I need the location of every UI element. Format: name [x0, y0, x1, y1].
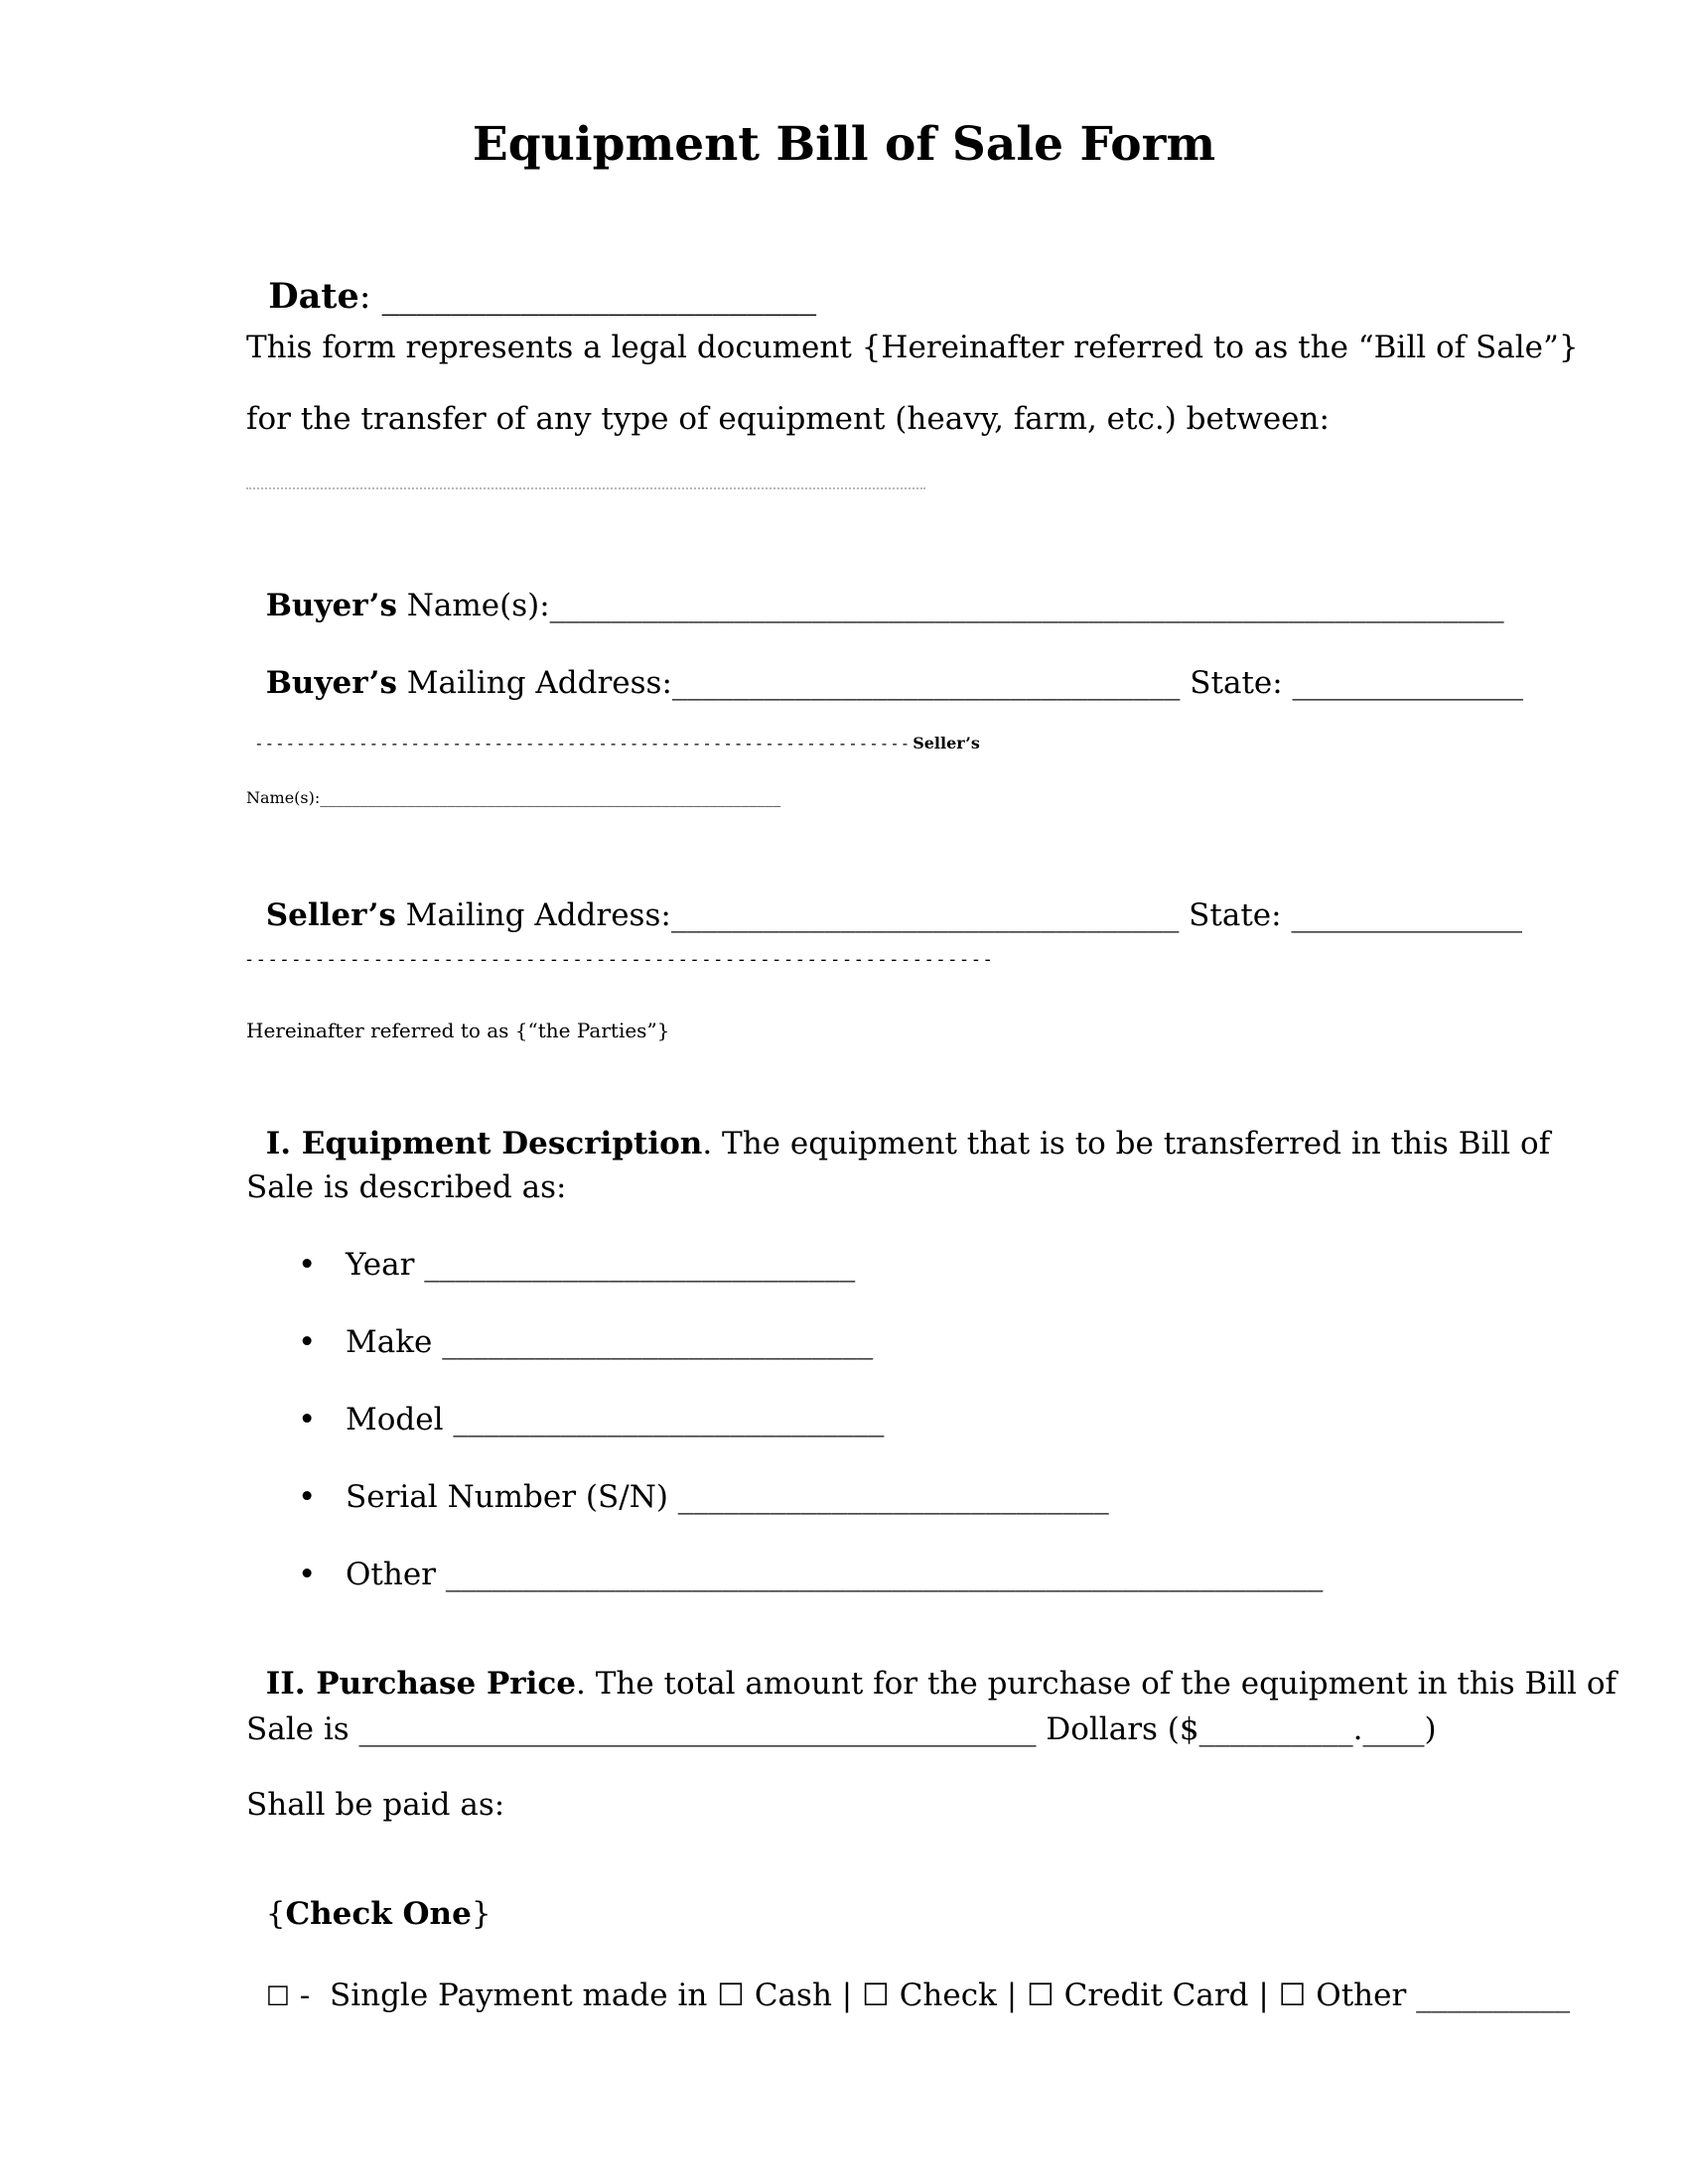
seller-address-label: Seller’s	[265, 897, 396, 933]
section-1-line-2: Sale is described as:	[246, 1169, 567, 1205]
separator-1	[246, 715, 980, 752]
buyer-name-line	[246, 552, 1504, 623]
seller-address-line	[246, 862, 1522, 933]
seller-address-field[interactable]: Mailing Address:_________________________________ State: _______________	[395, 897, 1522, 933]
buyer-address-line	[246, 629, 1523, 701]
date-line	[246, 236, 816, 317]
buyer-name-label: Buyer’s	[265, 588, 397, 623]
seller-label-small: Seller’s	[913, 734, 980, 752]
check-one-label	[246, 1860, 492, 1932]
separator-2: - - - - - - - - - - - - - - - - - - - - - - - - - - - - - - - - - - - - - - - - - - - - - - - - - - - - - - - - - - - - - - - -	[246, 949, 991, 970]
purchase-amount-line[interactable]: Sale is ____________________________________________ Dollars ($__________.____)	[246, 1711, 1437, 1747]
item-year[interactable]: Year ____________________________	[346, 1247, 856, 1283]
date-colon: :	[358, 277, 371, 317]
buyer-name-field[interactable]: Name(s):______________________________________________________________	[396, 588, 1504, 623]
brace-open: {	[265, 1896, 286, 1932]
paid-as-label: Shall be paid as:	[246, 1787, 505, 1823]
dotted-separator	[246, 487, 925, 489]
section-2-heading: II. Purchase Price	[265, 1666, 576, 1702]
bullet-icon: •	[298, 1479, 317, 1515]
section-1-text: . The equipment that is to be transferred in this Bill of	[702, 1126, 1551, 1161]
item-make[interactable]: Make ____________________________	[346, 1324, 874, 1360]
brace-close: }	[471, 1896, 492, 1932]
check-one-bold: Check One	[285, 1896, 472, 1932]
intro-line-2: for the transfer of any type of equipment (heavy, farm, etc.) between:	[246, 401, 1330, 437]
buyer-address-field[interactable]: Mailing Address:_________________________________ State: _______________	[396, 665, 1524, 701]
date-label: Date	[268, 276, 359, 317]
bullet-icon: •	[298, 1557, 317, 1592]
buyer-address-label: Buyer’s	[265, 665, 397, 701]
intro-line-1: This form represents a legal document {Hereinafter referred to as the “Bill of Sale”}	[246, 330, 1579, 365]
page-title: Equipment Bill of Sale Form	[472, 117, 1216, 172]
payment-option-line	[246, 1942, 1570, 2013]
section-1-heading: I. Equipment Description	[265, 1126, 703, 1161]
seller-name-line[interactable]: Name(s):__________________________________________________________	[246, 788, 781, 807]
section-1-line-1	[246, 1090, 1550, 1161]
separator-dashes: - - - - - - - - - - - - - - - - - - - - - - - - - - - - - - - - - - - - - - - - - - - - - - - - - - - - - - - - - - - - - - -	[256, 734, 909, 752]
checkbox-icon[interactable]: ☐	[265, 1981, 290, 2012]
parties-note: Hereinafter referred to as {“the Parties”}	[246, 1019, 670, 1042]
bullet-icon: •	[298, 1324, 317, 1360]
item-serial-number[interactable]: Serial Number (S/N) ____________________________	[346, 1479, 1109, 1515]
bullet-icon: •	[298, 1247, 317, 1283]
item-model[interactable]: Model ____________________________	[346, 1402, 885, 1437]
section-2-line-1	[246, 1630, 1617, 1702]
payment-option-text[interactable]: - Single Payment made in ☐ Cash | ☐ Check | ☐ Credit Card | ☐ Other __________	[289, 1978, 1571, 2013]
date-field[interactable]: _________________________	[370, 277, 817, 317]
section-2-text: . The total amount for the purchase of the equipment in this Bill of	[575, 1666, 1618, 1702]
item-other[interactable]: Other _________________________________________________________	[346, 1557, 1324, 1592]
bullet-icon: •	[298, 1402, 317, 1437]
